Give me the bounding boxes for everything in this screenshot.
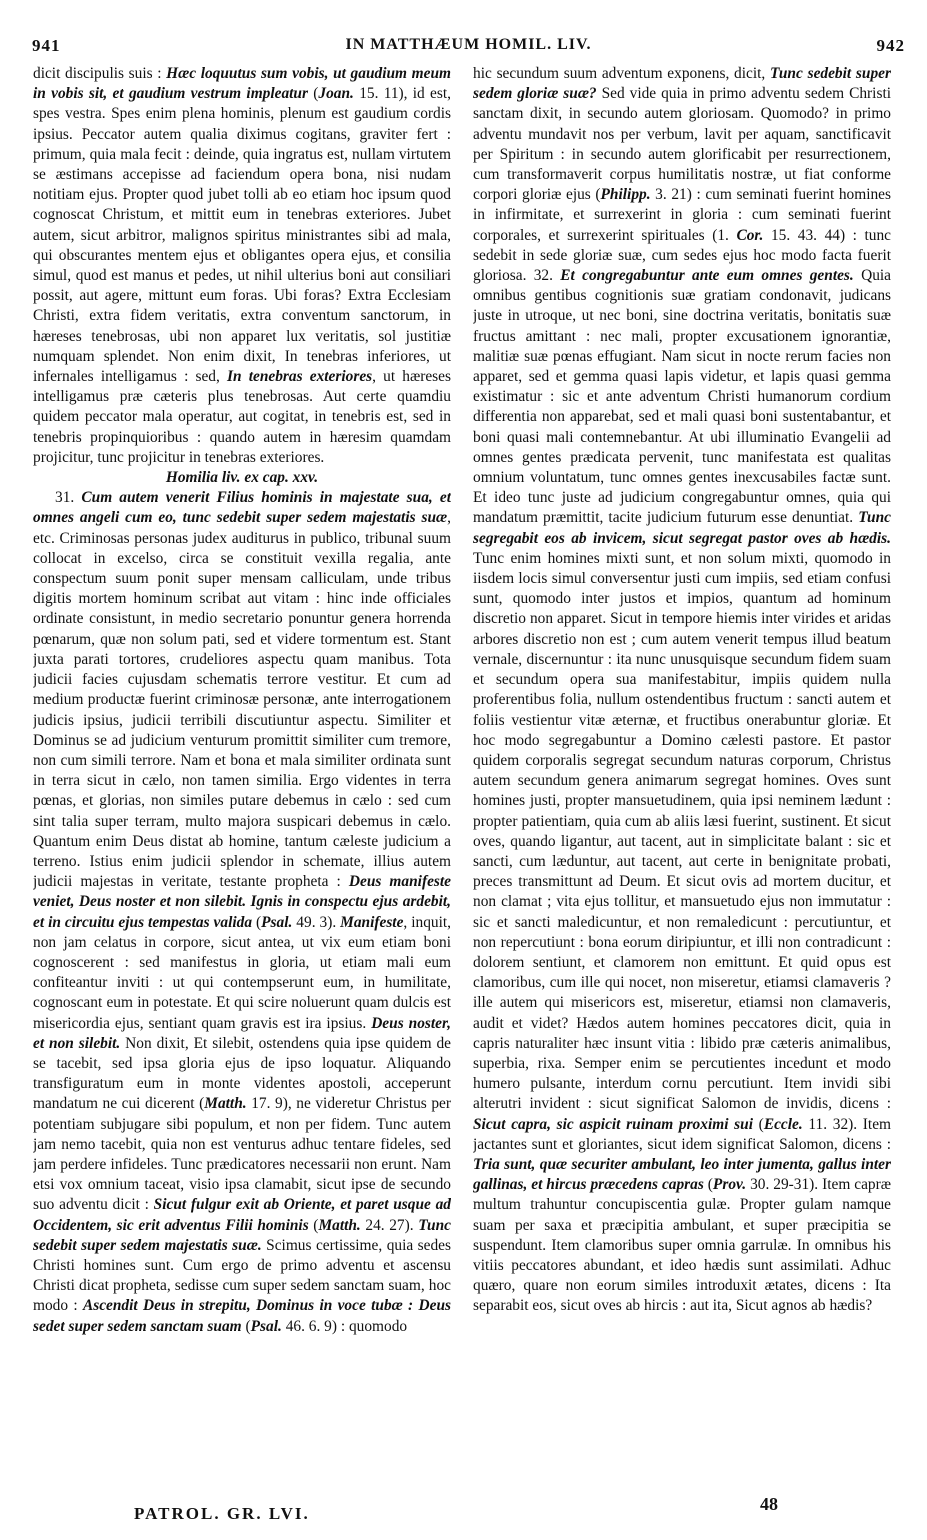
- italic-text: Matth.: [318, 1216, 361, 1234]
- paragraph: [33, 64, 451, 468]
- right-column: [473, 64, 891, 1444]
- italic-text: Hæc loquutus sum vobis, ut gaudium meum in vobis sit, et gaudium vestrum impleatur: [33, 65, 451, 103]
- italic-text: Psal.: [261, 913, 293, 931]
- text-run: Sed vide quia in primo adventu sedem Christi sanctam dixit, in secundo autem gloriosam. Quomodo? in primo adventu mundavit nos per verbum, lavit per aquam, sanctificavit per Spiritum : in secundo autem glorificabit per resurrectionem, cum transformaverit corpus humilitatis nostræ, ut fiat conforme corpori gloriæ ejus (: [473, 85, 891, 204]
- page-number-right: 942: [876, 36, 905, 55]
- italic-text: Cor.: [736, 226, 764, 244]
- text-run: 3. 21) : cum seminati fuerint homines in infirmitate, et surrexerint in gloria : cum seminati fuerint corporales, et surrexerint spirituales (1.: [473, 186, 891, 244]
- homily-heading: [33, 468, 451, 488]
- text-run: , inquit, non jam celatus in corpore, sicut antea, ut vix eum etiam boni cognoscerent : sed manifestus in gloria, ut etiam mali eum confiteantur inviti : ut qui contempserunt eum, in humilitate, cognoscant eum in potestate. Et qui scire noluerunt quam dulcis est misericordia ejus, sentiant quam gravis est ira ipsius.: [33, 913, 451, 1032]
- text-run: (: [252, 913, 262, 931]
- page-number-left: 941: [32, 36, 61, 55]
- left-column: [33, 64, 451, 1444]
- italic-text: Eccle.: [763, 1115, 803, 1133]
- text-run: 15. 43. 44) : tunc sedebit in sede gloriæ suæ, cum sedes ejus hoc modo facta fuerit gloriosa. 32.: [473, 226, 891, 285]
- text-run: dicit discipulis suis :: [33, 65, 167, 82]
- text-run: 24. 27).: [360, 1216, 419, 1234]
- italic-text: Sicut capra, sic aspicit ruinam proximi sui: [473, 1115, 753, 1133]
- page-header: [32, 36, 905, 58]
- text-run: (: [308, 1216, 319, 1234]
- text-run: (: [703, 1176, 713, 1194]
- italic-text: Sicut fulgur exit ab Oriente, et paret usque ad Occidentem, sic erit adventus Filii hominis: [33, 1196, 451, 1234]
- italic-text: Psal.: [250, 1317, 282, 1335]
- text-run: (: [753, 1115, 764, 1133]
- text-run: , ut hæreses intelligamus præ cæteris plus tenebrosas. Aut certe quamdiu quidem peccator mala operatur, aut cogitat, in tenebris est, sed in tenebris propinquioribus : quando autem in hæresim quamdam projicitur, tunc projicitur in tenebras exteriores.: [33, 368, 451, 466]
- italic-text: Philipp.: [600, 186, 651, 204]
- text-run: (: [307, 85, 319, 103]
- text-run: Non dixit, Et silebit, ostendens quia ipse quidem de se tacebit, sed ipsa gloria ejus de ipso loquatur. Aliquando transfiguratum eum in monte videntes apostoli, acceperunt mandatum ne cui dicerent (: [33, 1034, 451, 1113]
- italic-text: Deus noster, et non silebit.: [33, 1014, 451, 1052]
- text-run: 17. 9), ne videretur Christus per potentiam subjugare sibi populum, et non per fidem. Tunc autem jam nemo tacebit, quia non est venturus adhuc tentare fideles, sed jam perdere infideles. Tunc prædicatores necessarii non erunt. Nam etsi vox omnium taceat, visio ipsa clamabit, sicut ipse de secundo suo adventu dicit :: [33, 1095, 451, 1214]
- italic-text: Cum autem venerit Filius hominis in majestate sua, et omnes angeli cum eo, tunc sedebit super sedem majestatis suæ: [33, 489, 451, 527]
- paragraph: [473, 64, 891, 1317]
- italic-text: Et congregabuntur ante eum omnes gentes.: [560, 267, 854, 285]
- text-run: Tunc enim homines mixti sunt, et non solum mixti, quomodo in iisdem locis simul conversentur justi cum impiis, sed etiam confusi sunt, quomodo inter justos et impios, quantum ad hominum discretio non apparet. Sicut in tempore hiemis inter virides et aridas arbores discretio non est ; cum autem venerit tempus illud beatum vernale, discernuntur : ita nunc unusquisque secundum fidem suam et secundum opera sua manifestabitur, impiis quidem nulla proferentibus folia, nullum ostendentibus fructum : sancti autem et foliis vestientur vitæ æternæ, et fructibus onerabuntur gloriæ. Et hoc modo segregabuntur a Domino cælesti pastore. Et pastor quidem corporalis segregat secundum naturas corporum, Christus autem secundum genera animarum segregat homines. Oves sunt homines justi, propter mansuetudinem, quia ipsi neminem lædunt : propter patientiam, quia cum ab aliis læsi fuerint, sustinent. Et sicut oves, quando ligantur, aut tacent, aut in simplicitate balant : sic et sancti, cum læduntur, aut tacent, aut certe in benignitate probati, preces transmittunt ad Deum. Et sicut ovis ad mortem ducitur, et non clamat ; vita ejus tollitur, et mansuetudo ejus non immutatur : sic et sancti maledicuntur, et non remaledicunt : percutiuntur, et non repercutiunt : bona eorum diripiuntur, et illi non contradicunt : dolorem sentiunt, et clamorem non emittunt. Et quid opus est clamoribus, cum ille qui nocet, non miseretur, etiamsi clamaveris ? ille autem qui misericors est, miseretur, etiamsi non clamaveris, audit et videt? Hædos autem homines peccatores dicit, quia in capris naturaliter hæc insunt vitia : libido præ cæteris animalibus, superbia, rixa. Semper enim se percutientes incedunt et modo humero pulsante, interdum cornu percutiunt. Item invidi sibi alterutri invident : sicut significat Salomon de invidis, dicens :: [473, 549, 891, 1113]
- italic-text: Prov.: [712, 1176, 747, 1194]
- text-run: 15. 11), id est, spes vestra. Spes enim plena hominis, plenum est gaudium cordis ipsius. Peccator autem qualia diximus cogitans, graviter fert : primum, quia mala fecit : deinde, quia ingratus est, nullam virtutem se æstimans accepisse ad faciendum opera bona, nisi nudam notitiam ejus. Propter quod jubet tolli ab eo etiam hoc ipsum quod cognoscat Christum, et mittit eum in tenebras exteriores. Jubet autem, sicut arbitror, malignos spiritus ministrantes sibi ad mala, qui obscurantes mentem ejus et obligantes opera ejus, et consilia simul, quod est manus et pedes, ut nihil ulterius boni aut consiliari possit, aut agere, mittunt eum foras. Ubi foras? Extra Ecclesiam Christi, extra fidem veritatis, extra conventum sanctorum, in hæreses tenebrosas, ubi non apparet lux veritatis, sol justitiæ numquam splendet. Non enim dixit, In tenebras inferiores, ut infernales intelligamus : sed,: [33, 85, 451, 386]
- italic-text: Tunc sedebit super sedem gloriæ suæ?: [473, 65, 891, 103]
- footer-signature: PATROL. GR. LVI.: [134, 1504, 310, 1523]
- footer-sheet-number: 48: [760, 1494, 778, 1514]
- text-run: 46. 6. 9) : quomodo: [281, 1317, 408, 1335]
- italic-text: Tunc segregabit eos ab invicem, sicut segregat pastor oves ab hædis.: [473, 509, 891, 547]
- text-run: 30. 29-31). Item capræ multum trahuntur concupiscentia gulæ. Propter gulam namque suam per saxa et præcipitia ambulant, et super præcipitia se suspendunt. Item clamoribus super omnia garrulæ. In omnibus his vitiis peccatores abundant, et ideo hædis sunt assimilati. Adhuc quæro, quare non eorum similes introduxit ætates, dicens : Ita separabit eos, sicut oves ab hircis : aut ita, Sicut agnos ab hædis?: [473, 1176, 891, 1315]
- italic-text: Tria sunt, quæ securiter ambulant, leo inter jumenta, gallus inter gallinas, et hircus præcedens capras: [473, 1155, 891, 1194]
- italic-text: Joan.: [318, 85, 354, 103]
- italic-text: In tenebras exteriores: [227, 368, 373, 386]
- paragraph: [33, 488, 451, 1337]
- italic-text: Matth.: [204, 1095, 247, 1113]
- text-run: (: [241, 1317, 251, 1335]
- running-title: IN MATTHÆUM HOMIL. LIV.: [345, 36, 592, 53]
- italic-text: Ascendit Deus in strepitu, Dominus in voce tubæ : Deus sedet super sedem sanctam suam: [33, 1297, 451, 1335]
- text-run: Scimus certissime, quia sedes Christi homines sunt. Cum ergo de primo adventu et ascensu Christi dicat propheta, sedisse cum super sedem sanctam suam, hoc modo :: [33, 1236, 451, 1315]
- text-run: , etc. Criminosas personas judex auditurus in publico, tribunal suum collocat in excelso, circa se constituit vexilla regalia, ante conspectum suum ponit super mensam calliculam, unde tribus digitis mortem hominum scribat aut vitam : hinc inde officiales ordinate consistunt, in medio secretario ponuntur genera horrenda pœnarum, quæ non solum pati, sed et videre tormentum est. Stant juxta parati tortores, crudeliores aspectu quam manibus. Tota judicii facies cujusdam schematis terrore vestitur. Et cum ad medium productæ fuerint criminosæ personæ, ante interrogationem judicis ipsius, judicii terribili discutiuntur aspectu. Similiter et Dominus se ad judicium venturum promittit similiter cum tremore, non cum simili terrore. Nam et bona et mala similiter ordinata sunt in terra sicut in cælo, non tamen similia. Ergo videntes in terra pœnas, et glorias, non similes putare debemus in cælo : sed cum sint talia super terram, multo majora suspicari debemus in cælo. Quantum enim Deus distat ab homine, tantum cæleste judicium a terreno. Istius enim judicii splendor in schemate, illius autem judicii majestas in veritate, testante propheta :: [33, 509, 451, 891]
- text-run: 11. 32). Item jactantes sunt et gloriantes, sicut idem significat Salomon, dicens :: [473, 1115, 891, 1153]
- text-run: hic secundum suum adventum exponens, dicit,: [473, 65, 771, 82]
- italic-text: Deus manifeste veniet, Deus noster et non silebit. Ignis in conspectu ejus ardebit, et in circuitu ejus tempestas valida: [33, 873, 451, 931]
- text-run: 31.: [55, 489, 82, 507]
- italic-text: Homilia liv. ex cap. xxv.: [165, 469, 319, 487]
- text-run: Quia omnibus gentibus cognitionis suæ gratiam condonavit, judicans juste in utroque, ut nec boni, sine doctrina veritatis, bonitatis suæ fructus amittant : nec mali, propter excusationem ignorantiæ, malitiæ suæ pœnas effugiant. Nam sicut in nocte rerum facies non apparet, sed et gemma quasi lapis videtur, et lapis quasi gemma existimatur : sic et ante adventum Christi humanorum cordium differentia non apparebat, sed et mali quasi boni sustentabantur, et boni quasi mali contemnebantur. At ubi illuminatio Evangelii ad omnes gentes prædicata pervenit, tunc manifestata est qualitas omnium voluntatum, tunc omnes gentes inexcusabiles factæ sunt. Et ideo tunc juste ad judicium congregabuntur omnes, quia qui mandatum præmittit, tacite judicium futurum esse denuntiat.: [473, 267, 891, 527]
- italic-text: Manifeste: [340, 913, 404, 931]
- text-run: 49. 3).: [292, 913, 341, 931]
- italic-text: Tunc sedebit super sedem majestatis suæ.: [33, 1216, 451, 1254]
